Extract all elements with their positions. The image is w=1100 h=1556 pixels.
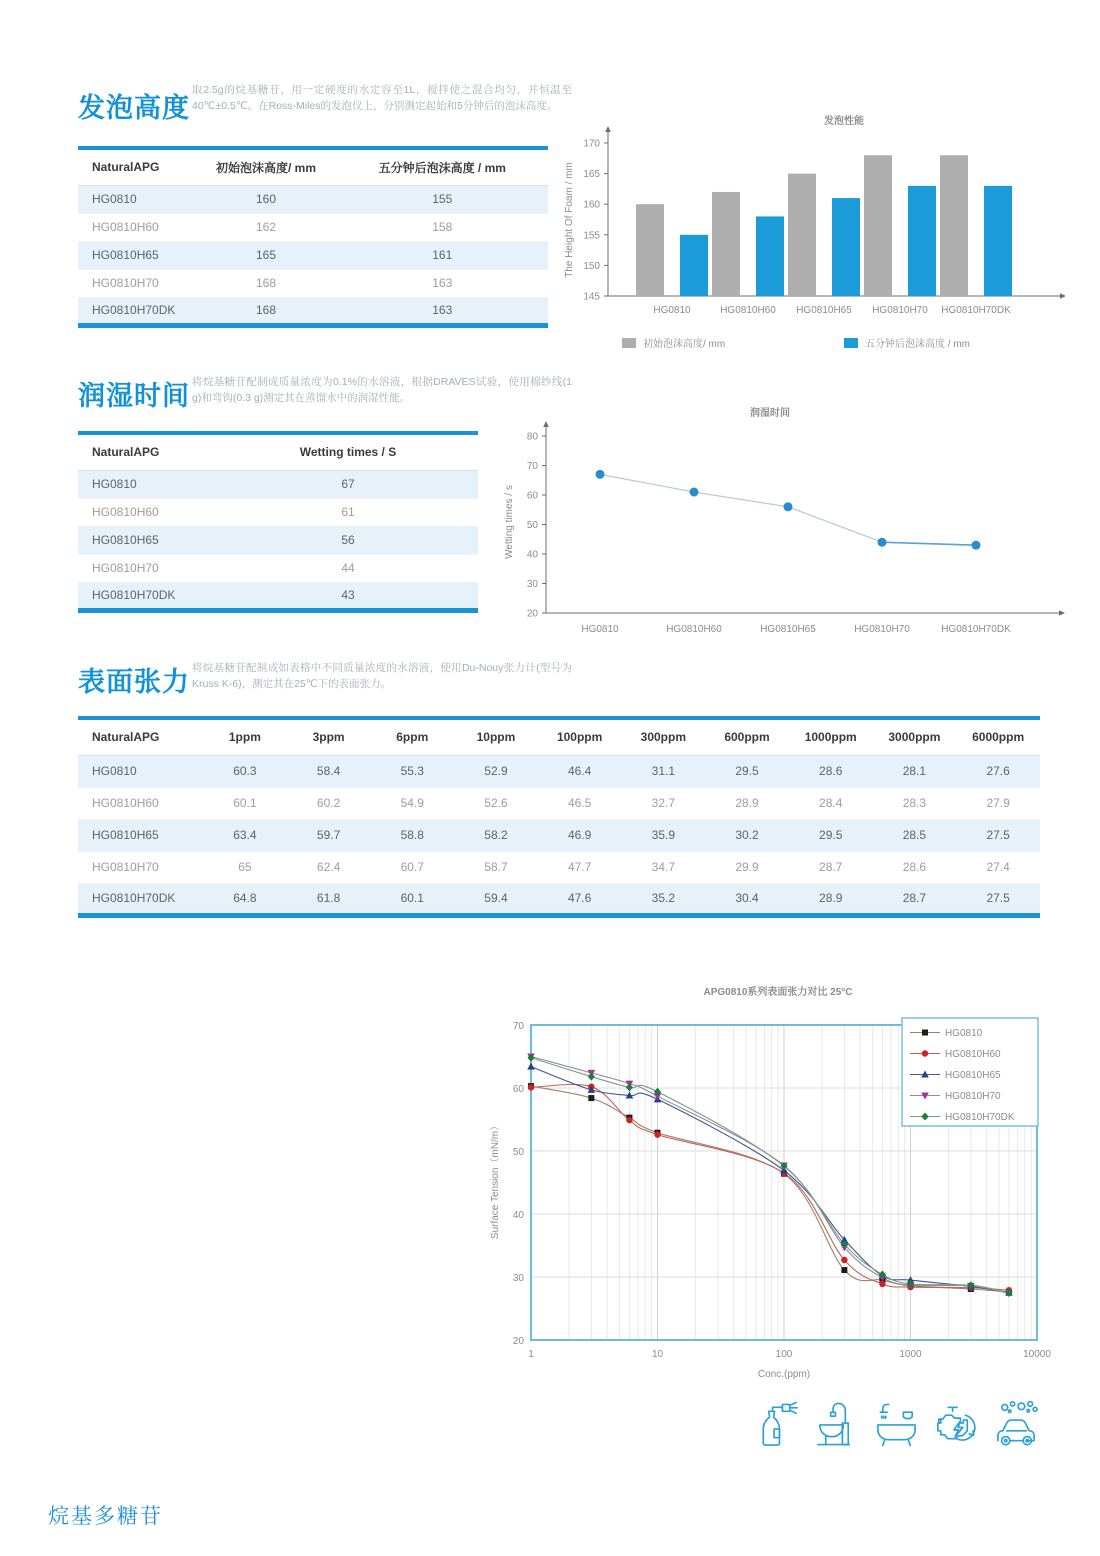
svg-text:10: 10 [651,1349,664,1360]
svg-text:润湿时间: 润湿时间 [750,408,790,419]
footer-brand: 烷基多糖苷 [48,1505,163,1528]
svg-text:50: 50 [526,520,538,531]
washbasin-icon [813,1398,860,1450]
svg-text:HG0810H70: HG0810H70 [854,624,910,635]
table-row [78,297,548,325]
column-header: 3ppm [287,718,371,755]
svg-text:150: 150 [583,260,600,272]
table-row [78,526,478,554]
svg-text:HG0810H70: HG0810H70 [872,305,928,316]
svg-text:Surface Tension（mN/m）: Surface Tension（mN/m） [490,1120,501,1240]
svg-text:HG0810: HG0810 [945,1028,983,1039]
cell-value: 65 [203,851,287,883]
application-icons [753,1398,1040,1450]
table-row [78,269,548,297]
cell-value: 60.1 [370,883,454,915]
cell-value: 158 [337,213,549,241]
row-label: HG0810 [78,755,203,787]
svg-text:APG0810系列表面张力对比 25°C: APG0810系列表面张力对比 25°C [703,987,853,998]
column-header: 3000ppm [873,718,957,755]
row-label: HG0810H70DK [78,582,218,610]
svg-text:HG0810H60: HG0810H60 [720,305,776,316]
section-desc-foam-height: 取2.5g的烷基糖苷，用一定硬度的水定容至1L，搅拌使之混合均匀，并恒温至40℃±0.5℃。在Ross-Miles的发泡仪上，分别测定起始和5分钟后的泡沫高度。 [192,84,572,113]
cell-value: 32.7 [621,787,705,819]
cell-value: 28.5 [873,819,957,851]
cell-value: 28.7 [873,883,957,915]
row-label: HG0810H65 [78,819,203,851]
cell-value: 62.4 [287,851,371,883]
cell-value: 29.5 [705,755,789,787]
svg-text:70: 70 [526,461,538,472]
wetting-time-table [78,431,478,613]
cell-value: 59.7 [287,819,371,851]
cell-value: 47.7 [538,851,622,883]
cell-value: 52.9 [454,755,538,787]
cell-value: 58.8 [370,819,454,851]
cell-value: 163 [337,297,549,325]
spray-bottle-icon [753,1398,800,1450]
svg-text:HG0810H60: HG0810H60 [945,1049,1001,1060]
svg-text:145: 145 [583,291,600,303]
column-header: 600ppm [705,718,789,755]
cell-value: 28.6 [789,755,873,787]
svg-text:初始泡沫高度/ mm: 初始泡沫高度/ mm [643,339,726,350]
cell-value: 27.5 [956,819,1040,851]
cell-value: 160 [196,185,337,213]
svg-text:20: 20 [512,1336,524,1347]
table-row [78,582,478,610]
cell-value: 58.7 [454,851,538,883]
svg-text:155: 155 [583,230,600,242]
cell-value: 44 [218,554,478,582]
cell-value: 60.3 [203,755,287,787]
cell-value: 34.7 [621,851,705,883]
svg-text:HG0810: HG0810 [653,305,691,316]
cell-value: 63.4 [203,819,287,851]
cell-value: 54.9 [370,787,454,819]
cell-value: 28.9 [705,787,789,819]
svg-text:发泡性能: 发泡性能 [824,116,864,127]
svg-text:五分钟后泡沫高度 / mm: 五分钟后泡沫高度 / mm [865,339,970,350]
row-label: HG0810H70 [78,554,218,582]
table-row [78,241,548,269]
column-header: 1000ppm [789,718,873,755]
cell-value: 27.4 [956,851,1040,883]
svg-text:160: 160 [583,199,600,211]
cell-value: 61.8 [287,883,371,915]
column-header: Wetting times / S [218,433,478,470]
svg-text:Conc.(ppm): Conc.(ppm) [757,1369,811,1380]
table-row [78,851,1040,883]
cell-value: 60.1 [203,787,287,819]
svg-text:40: 40 [526,549,538,561]
car-wash-icon [993,1398,1040,1450]
engine-wash-icon [933,1398,980,1450]
column-header: 300ppm [621,718,705,755]
cell-value: 35.9 [621,819,705,851]
cell-value: 43 [218,582,478,610]
row-label: HG0810H70 [78,269,196,297]
cell-value: 52.6 [454,787,538,819]
section-title-surface-tension: 表面张力 [78,667,190,697]
table-row [78,883,1040,915]
svg-text:60: 60 [512,1084,524,1095]
column-header: 6000ppm [956,718,1040,755]
row-label: HG0810H70DK [78,297,196,325]
svg-text:HG0810H60: HG0810H60 [666,624,722,635]
table-row [78,819,1040,851]
svg-text:HG0810H65: HG0810H65 [796,305,852,316]
cell-value: 168 [196,297,337,325]
row-label: HG0810H65 [78,526,218,554]
cell-value: 47.6 [538,883,622,915]
table-row [78,498,478,526]
cell-value: 29.5 [789,819,873,851]
cell-value: 27.6 [956,755,1040,787]
column-header: 6ppm [370,718,454,755]
cell-value: 46.9 [538,819,622,851]
svg-text:HG0810H65: HG0810H65 [760,624,816,635]
surface-tension-chart [478,968,1062,1398]
cell-value: 31.1 [621,755,705,787]
row-label: HG0810H70DK [78,883,203,915]
row-label: HG0810H70 [78,851,203,883]
svg-text:10000: 10000 [1023,1349,1051,1360]
cell-value: 27.9 [956,787,1040,819]
column-header: 五分钟后泡沫高度 / mm [337,148,549,185]
cell-value: 61 [218,498,478,526]
cell-value: 28.6 [873,851,957,883]
svg-text:30: 30 [526,579,538,590]
cell-value: 35.2 [621,883,705,915]
column-header: NaturalAPG [78,718,203,755]
svg-text:30: 30 [512,1273,524,1284]
svg-text:HG0810H70: HG0810H70 [945,1091,1001,1102]
cell-value: 28.9 [789,883,873,915]
table-row [78,470,478,498]
cell-value: 168 [196,269,337,297]
cell-value: 55.3 [370,755,454,787]
svg-text:60: 60 [526,490,538,502]
cell-value: 60.2 [287,787,371,819]
bathtub-icon [873,1398,920,1450]
table-row [78,185,548,213]
svg-text:165: 165 [583,169,600,181]
cell-value: 30.2 [705,819,789,851]
svg-text:Wetting times / s: Wetting times / s [504,485,515,559]
foam-height-table [78,146,548,328]
section-desc-wetting-time: 将烷基糖苷配制成质量浓度为0.1%的水溶液，根据DRAVES试验，使用棉纱线(1 g)和弯钩(0.3 g)测定其在蒸馏水中的润湿性能。 [192,376,572,405]
column-header: NaturalAPG [78,148,196,185]
cell-value: 30.4 [705,883,789,915]
section-title-foam-height: 发泡高度 [78,93,190,123]
column-header: 初始泡沫高度/ mm [196,148,337,185]
surface-tension-table [78,716,1040,918]
svg-text:80: 80 [526,431,538,443]
column-header: NaturalAPG [78,433,218,470]
cell-value: 58.2 [454,819,538,851]
row-label: HG0810 [78,470,218,498]
cell-value: 162 [196,213,337,241]
foam-performance-chart [556,98,1100,360]
svg-text:40: 40 [512,1210,524,1221]
column-header: 100ppm [538,718,622,755]
cell-value: 67 [218,470,478,498]
cell-value: 46.4 [538,755,622,787]
cell-value: 165 [196,241,337,269]
cell-value: 28.1 [873,755,957,787]
section-desc-surface-tension: 将烷基糖苷配制成如表格中不同质量浓度的水溶液，使用Du-Nouy张力计(型号为Kruss K-6)，测定其在25℃下的表面张力。 [192,662,572,691]
cell-value: 28.4 [789,787,873,819]
row-label: HG0810 [78,185,196,213]
svg-text:100: 100 [775,1349,793,1360]
cell-value: 161 [337,241,549,269]
cell-value: 155 [337,185,549,213]
svg-text:HG0810H70DK: HG0810H70DK [941,305,1011,316]
svg-text:50: 50 [512,1147,524,1158]
column-header: 10ppm [454,718,538,755]
cell-value: 60.7 [370,851,454,883]
row-label: HG0810H60 [78,498,218,526]
table-row [78,554,478,582]
table-row [78,213,548,241]
svg-text:1: 1 [528,1349,534,1360]
svg-text:HG0810H70DK: HG0810H70DK [945,1112,1015,1123]
svg-text:HG0810H70DK: HG0810H70DK [941,624,1011,635]
cell-value: 163 [337,269,549,297]
cell-value: 28.7 [789,851,873,883]
svg-text:170: 170 [583,138,600,150]
svg-text:The Height Of Foam / mm: The Height Of Foam / mm [564,162,575,278]
column-header: 1ppm [203,718,287,755]
row-label: HG0810H65 [78,241,196,269]
row-label: HG0810H60 [78,213,196,241]
cell-value: 28.3 [873,787,957,819]
cell-value: 56 [218,526,478,554]
svg-text:20: 20 [526,608,538,620]
row-label: HG0810H60 [78,787,203,819]
cell-value: 59.4 [454,883,538,915]
svg-text:70: 70 [512,1021,524,1032]
table-row [78,787,1040,819]
section-title-wetting-time: 润湿时间 [78,381,190,411]
cell-value: 46.5 [538,787,622,819]
wetting-time-chart [500,396,1100,650]
cell-value: 64.8 [203,883,287,915]
svg-text:HG0810H65: HG0810H65 [945,1070,1001,1081]
cell-value: 27.5 [956,883,1040,915]
cell-value: 58.4 [287,755,371,787]
svg-text:1000: 1000 [899,1349,922,1360]
table-row [78,755,1040,787]
svg-text:HG0810: HG0810 [581,624,619,635]
cell-value: 29.9 [705,851,789,883]
